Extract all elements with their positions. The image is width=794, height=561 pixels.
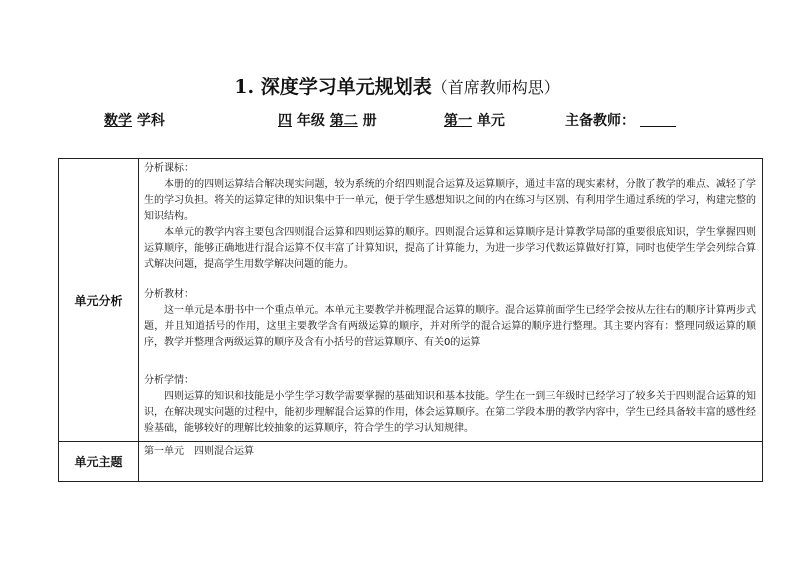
- title-main: 1. 深度学习单元规划表: [234, 76, 432, 98]
- teacher-blank: [640, 112, 676, 127]
- title-subtitle: （首席教师构思）: [431, 78, 560, 97]
- theme-value: 第一单元 四则混合运算: [139, 442, 763, 482]
- textbook-heading: 分析教材：: [144, 289, 194, 300]
- grade-value: 四: [278, 113, 292, 129]
- info-line: [0, 110, 794, 132]
- volume-label: 册: [362, 113, 377, 129]
- unit-value: 第一: [444, 113, 472, 129]
- theme-label: 单元主题: [59, 442, 139, 482]
- subject-field: [104, 110, 165, 130]
- textbook-paragraph: 这一单元是本册书中一个重点单元。本单元主要教学并梳理混合运算的顺序。混合运算前面学生已经学会按从左往右的顺序计算两步式题，并且知道括号的作用，这里主要教学含有两级运算的顺序，并对所学的混合运算的顺序进行整理。其主要内容有：整理同级运算的顺序，教学并整理含两级运算的顺序及含有小括号的营运算顺序、有关0的运算: [144, 305, 756, 348]
- curriculum-paragraph-1: 本册的的四则运算结合解决现实问题，较为系统的介绍四则混合运算及运算顺序，通过丰富的现实素材，分散了教学的难点、减轻了学生的学习负担。将关的运算定律的知识集中于一单元，便于学生感想知识之间的内在练习与区别、有利用学生通过系统的学习，构建完整的知识结构。: [144, 179, 756, 222]
- teacher-field: [565, 110, 676, 130]
- unit-field: [444, 110, 505, 130]
- unit-plan-table: [58, 158, 763, 482]
- subject-label: 学科: [136, 113, 165, 129]
- analysis-label: 单元分析: [59, 159, 139, 442]
- teacher-label: 主备教师：: [565, 113, 635, 129]
- students-heading: 分析学情：: [144, 375, 194, 386]
- students-paragraph: 四则运算的知识和技能是小学生学习数学需要掌握的基础知识和基本技能。学生在一到三年级时已经学习了较多关于四则混合运算的知识，在解决现实问题的过程中，能初步理解混合运算的作用，体会运算顺序。在第二学段本册的教学内容中，学生已经具备较丰富的感性经验基础，能够较好的理解比较抽象的运算顺序，符合学生的学习认知规律。: [144, 391, 756, 434]
- curriculum-heading: 分析课标：: [144, 163, 194, 174]
- volume-value: 第二: [329, 113, 358, 129]
- subject-value: 数学: [104, 113, 132, 129]
- analysis-content: [139, 159, 763, 442]
- page-title: [0, 72, 794, 99]
- analysis-row: [59, 159, 763, 442]
- curriculum-paragraph-2: 本单元的教学内容主要包含四则混合运算和四则运算的顺序。四则混合运算和运算顺序是计算教学局部的重要很底知识，学生掌握四则运算顺序，能够正确地进行混合运算不仅丰富了计算知识，提高了计算能力，为进一步学习代数运算做好打算，同时也使学生学会列综合算式解决问题，提高学生用数学解决问题的能力。: [144, 227, 756, 270]
- theme-row: [59, 442, 763, 482]
- grade-label: 年级: [296, 113, 325, 129]
- grade-field: [278, 110, 377, 130]
- unit-label: 单元: [476, 113, 505, 129]
